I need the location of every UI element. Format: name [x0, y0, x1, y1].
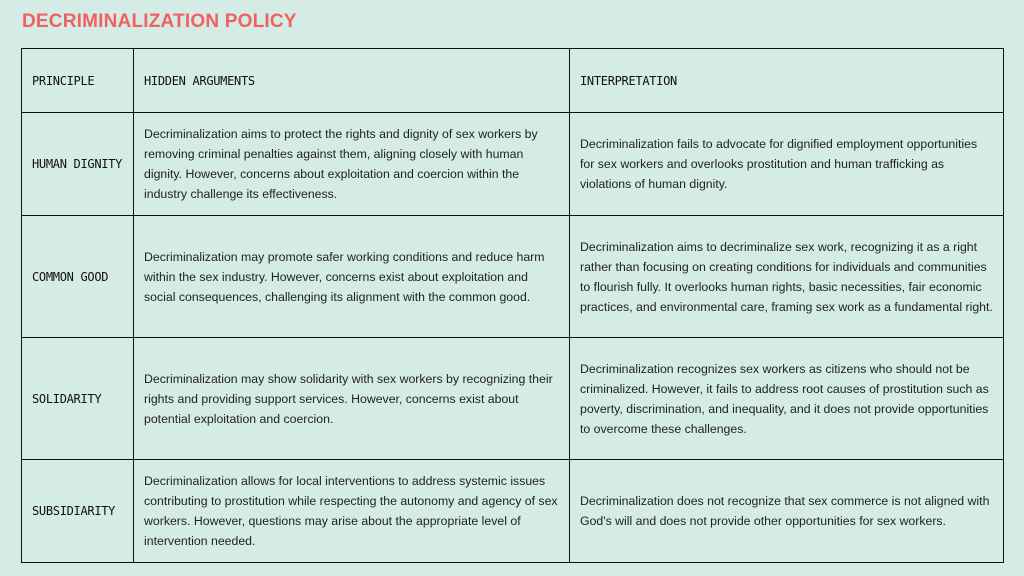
hidden-arguments-cell: Decriminalization allows for local interventions to address systemic issues contributing to prostitution while respecting the autonomy and agency of sex workers. However, questions may arise about the appropriate level of intervention needed.	[134, 460, 570, 563]
table-row	[22, 216, 1004, 338]
header-interpretation: INTERPRETATION	[570, 49, 1004, 113]
header-principle: PRINCIPLE	[22, 49, 134, 113]
hidden-arguments-cell: Decriminalization may promote safer working conditions and reduce harm within the sex industry. However, concerns exist about exploitation and social consequences, challenging its alignment with the common good.	[134, 216, 570, 338]
interpretation-cell: Decriminalization does not recognize that sex commerce is not aligned with God's will and does not provide other opportunities for sex workers.	[570, 460, 1004, 563]
interpretation-cell: Decriminalization recognizes sex workers as citizens who should not be criminalized. However, it fails to address root causes of prostitution such as poverty, discrimination, and inequality, and it does not provide opportunities to overcome these challenges.	[570, 338, 1004, 460]
principle-cell: COMMON GOOD	[22, 216, 134, 338]
hidden-arguments-cell: Decriminalization aims to protect the rights and dignity of sex workers by removing criminal penalties against them, aligning closely with human dignity. However, concerns about exploitation and coercion within the industry challenge its effectiveness.	[134, 113, 570, 216]
header-hidden-arguments: HIDDEN ARGUMENTS	[134, 49, 570, 113]
table-header-row	[22, 49, 1004, 113]
interpretation-cell: Decriminalization aims to decriminalize sex work, recognizing it as a right rather than focusing on creating conditions for individuals and communities to flourish fully. It overlooks human rights, basic necessities, fair economic practices, and environmental care, framing sex work as a fundamental right.	[570, 216, 1004, 338]
table-row	[22, 338, 1004, 460]
table-row	[22, 113, 1004, 216]
table-row	[22, 460, 1004, 563]
interpretation-cell: Decriminalization fails to advocate for dignified employment opportunities for sex workers and overlooks prostitution and human trafficking as violations of human dignity.	[570, 113, 1004, 216]
principle-cell: HUMAN DIGNITY	[22, 113, 134, 216]
hidden-arguments-cell: Decriminalization may show solidarity with sex workers by recognizing their rights and providing support services. However, concerns exist about potential exploitation and coercion.	[134, 338, 570, 460]
page-title: DECRIMINALIZATION POLICY	[22, 11, 297, 32]
principle-cell: SUBSIDIARITY	[22, 460, 134, 563]
policy-table	[21, 48, 1004, 563]
principle-cell: SOLIDARITY	[22, 338, 134, 460]
